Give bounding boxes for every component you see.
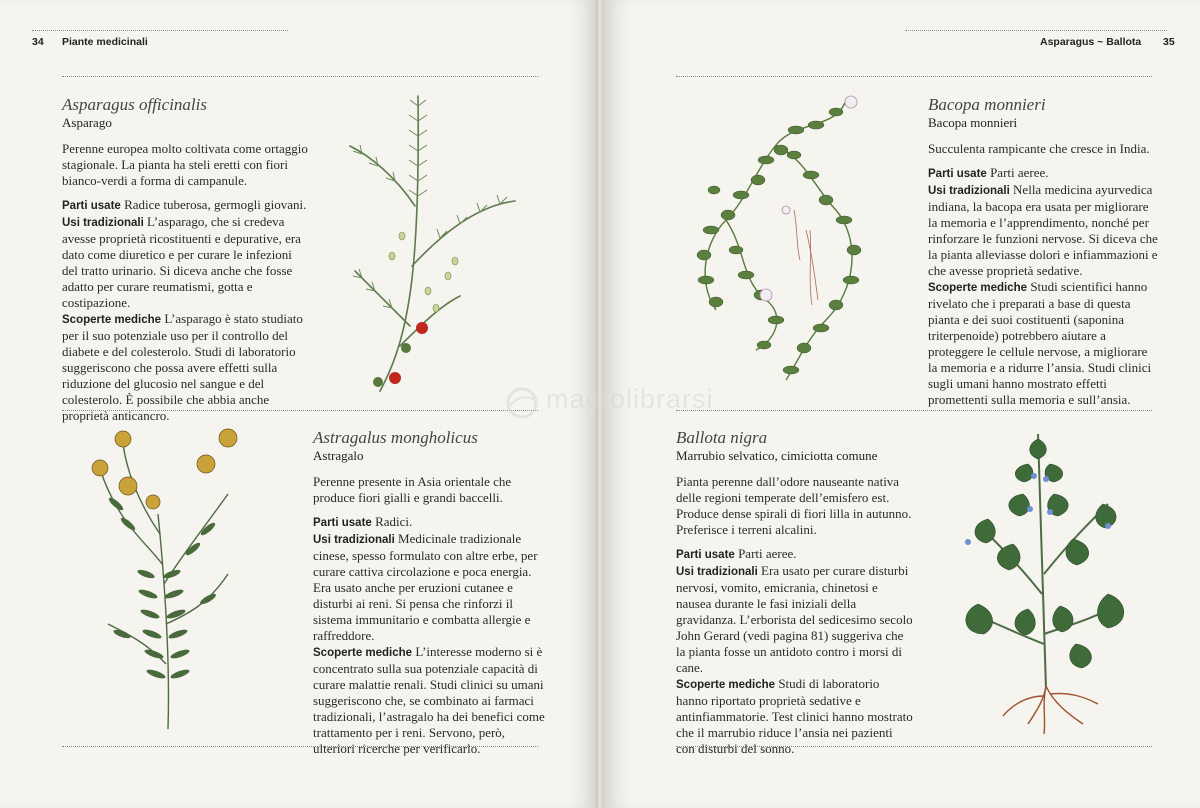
parts-label: Parti usate [62, 200, 121, 212]
common-name: Marrubio selvatico, cimiciotta comune [676, 448, 878, 463]
entry-ballota [676, 428, 914, 757]
uses-text: L’asparago, che si credeva avesse proprietà ricostituenti e depurative, era dato come diuretico e per curare le infezioni del tratto urinario. Si diceva anche che fosse adatto per curare reumatismi, gotta e costipazione. [62, 214, 301, 310]
findings-label: Scoperte mediche [313, 647, 413, 659]
findings-label: Scoperte mediche [928, 282, 1028, 294]
uses-label: Usi tradizionali [313, 534, 395, 546]
left-running-title: Piante medicinali [62, 36, 148, 48]
right-page-number: 35 [1163, 36, 1175, 48]
divider-top-left [62, 76, 538, 77]
uses-label: Usi tradizionali [928, 185, 1010, 197]
right-running-title: Asparagus ~ Ballota [1040, 36, 1142, 48]
latin-name: Bacopa monnieri [928, 95, 1046, 114]
parts-text: Parti aeree. [738, 546, 797, 561]
watermark-logo-icon [502, 386, 542, 420]
details [313, 514, 548, 757]
header-rule-left [32, 30, 288, 31]
parts-label: Parti usate [676, 549, 735, 561]
latin-name: Asparagus officinalis [62, 95, 207, 114]
findings-label: Scoperte mediche [62, 314, 162, 326]
details [928, 165, 1160, 408]
parts-text: Radici. [375, 514, 413, 529]
latin-name: Astragalus mongholicus [313, 428, 478, 447]
entry-astragalus [313, 428, 548, 757]
watermark [502, 384, 712, 424]
findings-text: L’interesse moderno si è concentrato sulla sua potenziale capacità di curare malattie renali. Studi clinici su umani suggeriscono che, se combinato ai farmaci tradizionali, l’astragalo ha dei benefici come trattamento per i reni. Servono, però, ulteriori ricerche per verificarlo. [313, 644, 545, 756]
parts-text: Parti aeree. [990, 165, 1049, 180]
uses-label: Usi tradizionali [62, 217, 144, 229]
uses-text: Medicinale tradizionale cinese, spesso formulato con altre erbe, per curare cattiva circolazione e poca energia. Era usato anche per eruzioni cutanee e disturbi ai reni. Si pensa che rinforzi il sistema immunitario e combatta allergie e raffreddore. [313, 531, 538, 643]
uses-text: Nella medicina ayurvedica indiana, la bacopa era usata per migliorare la memoria e l’apprendimento, nonché per rinforzare le funzioni nervose. Si diceva che la pianta alleviasse dolori e infiammazioni e che avesse proprietà sedative. [928, 182, 1158, 278]
left-page-number: 34 [32, 36, 44, 48]
details [676, 546, 914, 757]
findings-text: L’asparago è stato studiato per il suo potenziale uso per il controllo del diabete e del colesterolo. Studi di laboratorio suggeriscono che possa avere effetti sulla riduzione del glucosio nel sangue e del colesterolo. È possibile che abbia anche proprietà anticancro. [62, 311, 303, 423]
description: Succulenta rampicante che cresce in India. [928, 141, 1150, 156]
findings-label: Scoperte mediche [676, 679, 776, 691]
description: Perenne presente in Asia orientale che produce fiori gialli e grandi baccelli. [313, 474, 512, 505]
description: Pianta perenne dall’odore nauseante nativa delle regioni temperate dell’emisfero est. Produce dense spirali di fiori lilla in autunno. Preferisce i terreni alcalini. [676, 474, 912, 537]
divider-mid-right [676, 410, 1152, 411]
watermark-text: macrolibrarsi [546, 384, 714, 414]
uses-text: Era usato per curare disturbi nervosi, vomito, emicrania, chinetosi e nausea durante le fasi iniziali della gravidanza. L’erborista del sedicesimo secolo John Gerard (vedi pagina 81) suggeriva che la pianta fosse un antidoto contro i morsi di cane. [676, 563, 913, 675]
parts-text: Radice tuberosa, germogli giovani. [124, 197, 307, 212]
ballota-illustration [958, 424, 1133, 736]
parts-label: Parti usate [928, 168, 987, 180]
entry-bacopa [928, 95, 1160, 408]
asparagus-illustration [340, 86, 525, 398]
details [62, 197, 310, 424]
common-name: Astragalo [313, 448, 364, 463]
findings-text: Studi scientifici hanno rivelato che i preparati a base di questa pianta e dei suoi costituenti (saponina triterpenoide) potrebbero aiutare a proteggere le cellule nervose, a migliorare la memoria e a ridurre l’ansia. Studi clinici sugli umani hanno mostrato effetti promettenti sulla memoria e sull’ansia. [928, 279, 1152, 407]
entry-asparagus [62, 95, 310, 424]
astragalus-illustration [88, 424, 248, 734]
common-name: Bacopa monnieri [928, 115, 1018, 130]
common-name: Asparago [62, 115, 112, 130]
divider-top-right [676, 76, 1152, 77]
parts-label: Parti usate [313, 517, 372, 529]
findings-text: Studi di laboratorio hanno riportato proprietà sedative e antinfiammatorie. Test clinici hanno mostrato che il marrubio riduce l’ansia nei pazienti con disturbi del sonno. [676, 676, 913, 756]
uses-label: Usi tradizionali [676, 566, 758, 578]
description: Perenne europea molto coltivata come ortaggio stagionale. La pianta ha steli eretti con fiori bianco-verdi a forma di campanule. [62, 141, 308, 188]
bacopa-illustration [686, 90, 878, 390]
header-rule-right [905, 30, 1167, 31]
latin-name: Ballota nigra [676, 428, 768, 447]
